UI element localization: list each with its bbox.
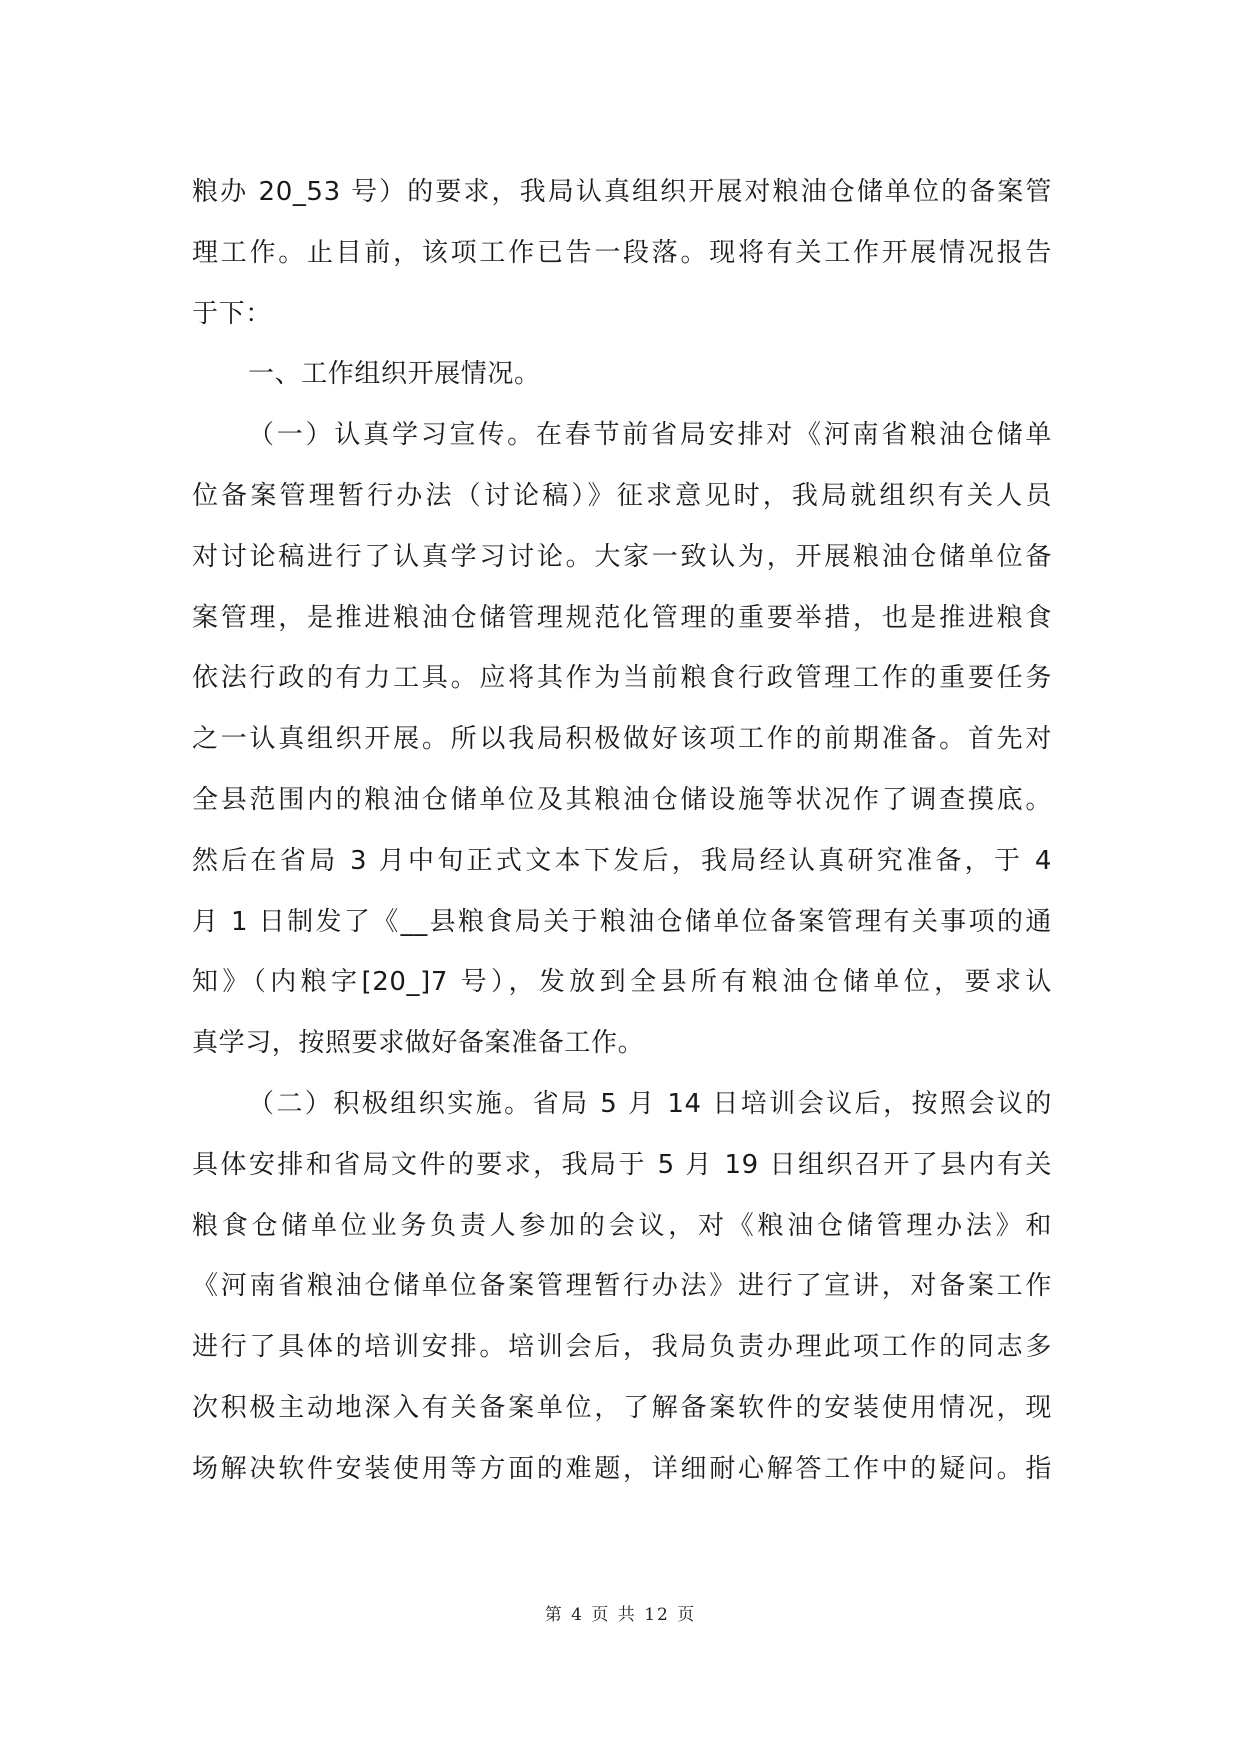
text-line: 进行了具体的培训安排。培训会后，我局负责办理此项工作的同志多 <box>192 1332 1052 1363</box>
text-line: 粮食仓储单位业务负责人参加的会议，对《粮油仓储管理办法》和 <box>192 1210 1052 1241</box>
text-line: （二）积极组织实施。省局 5 月 14 日培训会议后，按照会议的 <box>248 1088 1052 1119</box>
text-line: 知》（内粮字[20_]7 号），发放到全县所有粮油仓储单位，要求认 <box>192 967 1052 998</box>
text-line: 场解决软件安装使用等方面的难题，详细耐心解答工作中的疑问。指 <box>192 1453 1052 1484</box>
text-line: 案管理，是推进粮油仓储管理规范化管理的重要举措，也是推进粮食 <box>192 602 1052 633</box>
text-line: 之一认真组织开展。所以我局积极做好该项工作的前期准备。首先对 <box>192 724 1052 755</box>
text-line: 月 1 日制发了《__县粮食局关于粮油仓储单位备案管理有关事项的通 <box>192 906 1052 937</box>
text-line: 《河南省粮油仓储单位备案管理暂行办法》进行了宣讲，对备案工作 <box>192 1271 1052 1302</box>
text-line: 粮办 20_53 号）的要求，我局认真组织开展对粮油仓储单位的备案管 <box>192 177 1052 207</box>
page-number-footer: 第 4 页 共 12 页 <box>544 1605 697 1625</box>
text-line: 于下： <box>192 298 272 329</box>
text-line: 真学习，按照要求做好备案准备工作。 <box>192 1028 645 1059</box>
text-line: 具体安排和省局文件的要求，我局于 5 月 19 日组织召开了县内有关 <box>192 1149 1052 1180</box>
text-line: （一）认真学习宣传。在春节前省局安排对《河南省粮油仓储单 <box>248 420 1052 451</box>
text-line: 对讨论稿进行了认真学习讨论。大家一致认为，开展粮油仓储单位备 <box>192 541 1052 572</box>
text-line: 位备案管理暂行办法（讨论稿）》征求意见时，我局就组织有关人员 <box>192 480 1052 511</box>
text-line: 理工作。止目前，该项工作已告一段落。现将有关工作开展情况报告 <box>192 237 1052 268</box>
text-line: 依法行政的有力工具。应将其作为当前粮食行政管理工作的重要任务 <box>192 663 1052 694</box>
text-line: 然后在省局 3 月中旬正式文本下发后，我局经认真研究准备，于 4 <box>192 845 1052 876</box>
text-line: 次积极主动地深入有关备案单位，了解备案软件的安装使用情况，现 <box>192 1392 1052 1423</box>
body-text <box>192 162 1052 1500</box>
text-line: 全县范围内的粮油仓储单位及其粮油仓储设施等状况作了调查摸底。 <box>192 784 1052 815</box>
section-heading: 一、工作组织开展情况。 <box>248 359 541 390</box>
